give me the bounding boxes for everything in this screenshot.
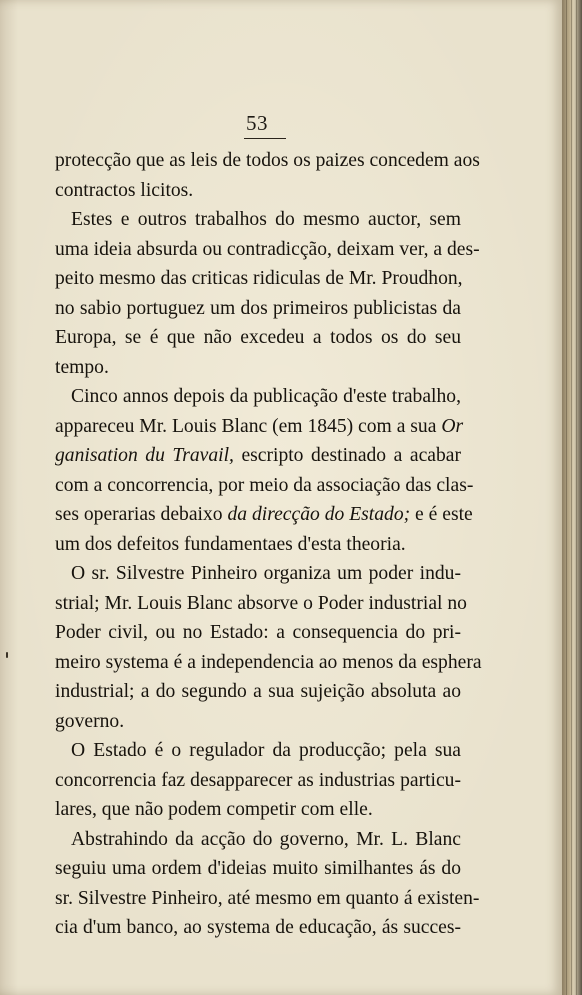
text-line: cia d'um banco, ao systema de educação, ás succes- [55, 917, 461, 938]
text-line: concorrencia faz desapparecer as industrias particu- [55, 769, 461, 791]
text-line: no sabio portuguez um dos primeiros publicistas da [55, 297, 461, 319]
text-line: O sr. Silvestre Pinheiro organiza um poder indu- [71, 563, 461, 584]
text-line: Estes e outros trabalhos do mesmo auctor, sem [71, 209, 461, 230]
text-line: contractos licitos. [55, 179, 194, 201]
text-line: tempo. [55, 356, 109, 378]
text-line: ses operarias debaixo da direcção do Estado; e é este [55, 504, 473, 525]
text-line: meiro systema é a independencia ao menos da esphera [55, 651, 482, 673]
text-line: peito mesmo das criticas ridiculas de Mr. Proudhon, [55, 268, 463, 289]
text-line: um dos defeitos fundamentaes d'esta theoria. [55, 533, 406, 555]
text-line: Cinco annos depois da publicação d'este trabalho, [71, 386, 461, 407]
text-line: governo. [55, 710, 125, 732]
page-number: 53 [246, 111, 268, 135]
text-line: appareceu Mr. Louis Blanc (em 1845) com a sua Or [55, 415, 464, 437]
text-line: O Estado é o regulador da producção; pela sua [71, 740, 461, 761]
text-line: uma ideia absurda ou contradicção, deixam ver, a des- [55, 238, 480, 260]
page-number-rule [244, 138, 286, 139]
ink-speck [6, 652, 8, 658]
text-line: sr. Silvestre Pinheiro, até mesmo em quanto á existen- [55, 887, 480, 909]
text-line: strial; Mr. Louis Blanc absorve o Poder industrial no [55, 592, 467, 614]
page-edge-stack [562, 0, 582, 995]
text-line: com a concorrencia, por meio da associação das clas- [55, 474, 474, 496]
text-line: ganisation du Travail, escripto destinado a acabar [55, 445, 461, 466]
text-line: protecção que as leis de todos os paizes concedem aos [55, 150, 480, 171]
text-line: seguiu uma ordem d'ideias muito similhantes ás do [55, 858, 461, 879]
body-text [55, 146, 482, 943]
text-line: lares, que não podem competir com elle. [55, 799, 373, 820]
text-line: Abstrahindo da acção do governo, Mr. L. Blanc [71, 828, 461, 850]
text-line: Poder civil, ou no Estado: a consequencia do pri- [55, 622, 461, 643]
text-line: industrial; a do segundo a sua sujeição absoluta ao [55, 681, 461, 702]
text-line: Europa, se é que não excedeu a todos os do seu [55, 327, 461, 348]
